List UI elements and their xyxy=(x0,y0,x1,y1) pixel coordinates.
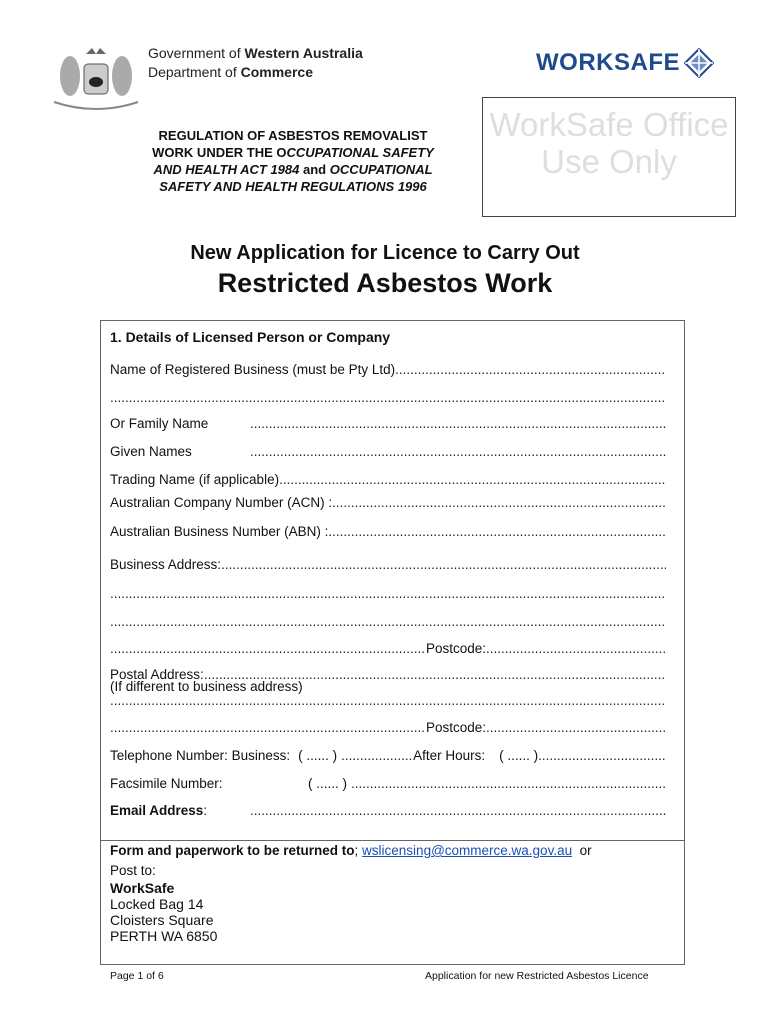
given-names-field[interactable]: Given Names ..... xyxy=(110,444,666,460)
postal-address-note: (If different to business address) xyxy=(110,679,303,694)
email-row[interactable]: Email Address: ..... xyxy=(110,803,666,819)
telephone-row[interactable]: Telephone Number: Business: ( ...... ) ..... After Hours: ( ...... ) ..... xyxy=(110,748,666,764)
postal-address-line2[interactable] xyxy=(110,693,666,709)
return-instructions: Form and paperwork to be returned to; wslicensing@commerce.wa.gov.au or Post to: xyxy=(110,843,592,878)
business-postcode-row[interactable]: ..... Postcode: ..... xyxy=(110,641,666,657)
business-name-field-line2[interactable] xyxy=(110,390,666,406)
regulation-heading: REGULATION OF ASBESTOS REMOVALIST WORK UNDER THE OCCUPATIONAL SAFETY AND HEALTH ACT 1984 and OCCUPATIONAL SAFETY AND HEALTH REGULATIONS 1996 xyxy=(152,128,434,194)
worksafe-logo: WORKSAFE xyxy=(536,40,714,86)
acn-field[interactable]: Australian Company Number (ACN) : ..... xyxy=(110,495,666,511)
business-name-field[interactable]: Name of Registered Business (must be Pty Ltd) ..... xyxy=(110,362,666,378)
office-use-box: WorkSafe Office Use Only xyxy=(482,97,736,217)
footer-document-title: Application for new Restricted Asbestos Licence xyxy=(425,970,649,982)
trading-name-field[interactable]: Trading Name (if applicable) ..... xyxy=(110,472,666,488)
government-heading: Government of Western Australia Department of Commerce xyxy=(148,45,363,80)
worksafe-diamond-icon xyxy=(684,48,714,78)
wa-coat-of-arms-logo xyxy=(48,40,144,112)
page-number: Page 1 of 6 xyxy=(110,970,164,982)
section1-heading: 1. Details of Licensed Person or Company xyxy=(110,329,391,345)
business-address-line2[interactable] xyxy=(110,586,666,602)
form-title-line1: New Application for Licence to Carry Out xyxy=(190,242,580,264)
postal-postcode-row[interactable]: ..... Postcode: ..... xyxy=(110,720,666,736)
business-address-field[interactable]: Business Address: ..... xyxy=(110,557,666,573)
abn-field[interactable]: Australian Business Number (ABN) : ..... xyxy=(110,524,666,540)
form-title-line2: Restricted Asbestos Work xyxy=(217,268,553,298)
family-name-field[interactable]: Or Family Name ..... xyxy=(110,416,666,432)
business-address-line3[interactable] xyxy=(110,614,666,630)
return-email-link[interactable]: wslicensing@commerce.wa.gov.au xyxy=(362,843,573,858)
postal-return-address: WorkSafe Locked Bag 14 Cloisters Square PERTH WA 6850 xyxy=(110,880,218,944)
section-divider xyxy=(100,840,685,841)
facsimile-row[interactable]: Facsimile Number: ( ...... ) ..... xyxy=(110,776,666,792)
postal-address-field[interactable]: Postal Address: ..... xyxy=(110,667,666,683)
